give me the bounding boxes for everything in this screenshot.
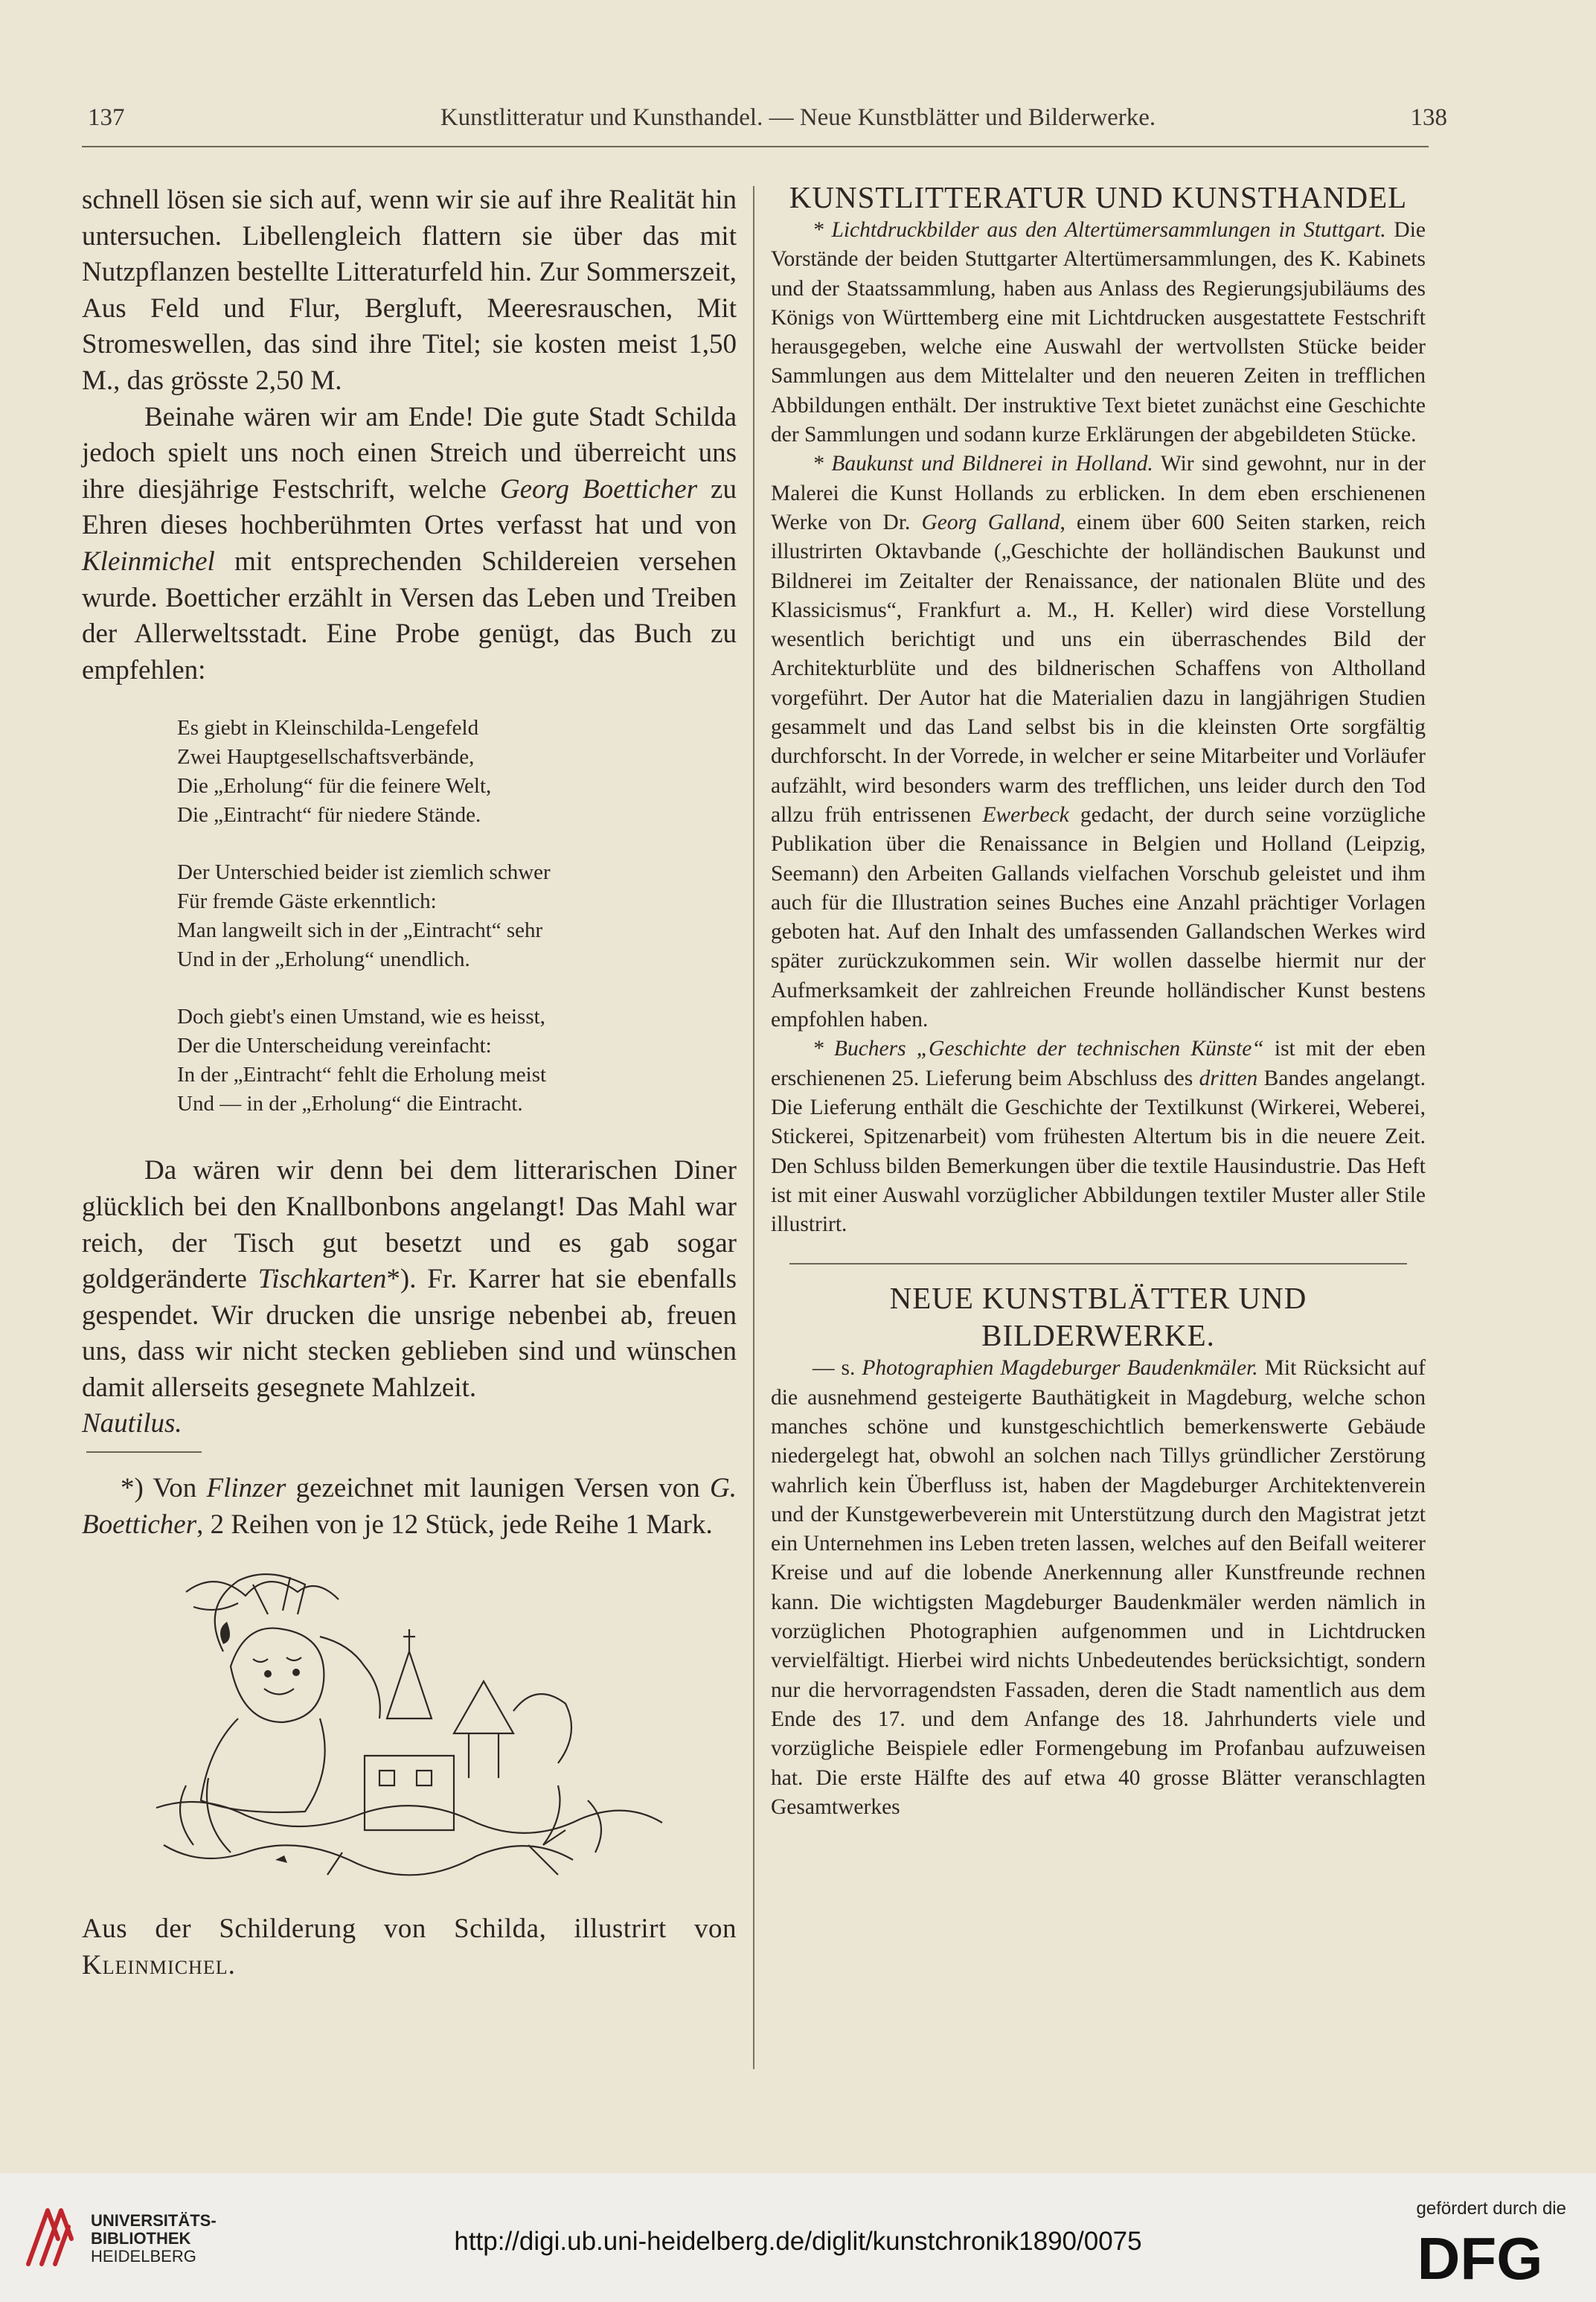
university-library-name[interactable]: UNIVERSITÄTS- BIBLIOTHEK HEIDELBERG [91,2211,217,2266]
right-page-number: 138 [1410,104,1447,131]
section-rule [789,1263,1407,1264]
column-divider [753,186,754,2069]
funding-label: gefördert durch die [1416,2199,1566,2219]
author-name: Georg Boetticher [499,473,698,505]
left-page-number: 137 [88,104,125,131]
verse-stanza: Der Unterschied beider ist ziemlich schwer Für fremde Gäste erkenntlich: Man langweilt sich in der „Eintracht“ sehr Und in der „Erholung“ unendlich. [177,860,551,972]
paragraph: — s. Photographien Magdeburger Baudenkmäler. Mit Rücksicht auf die ausnehmend gesteigerte Bauthätigkeit in Magdeburg, welche schon manches schöne und kunstgeschichtlich bemerkenswerte Gebäude niedergelegt hat, obwohl an solchen nach Tillys gründlicher Zerstörung wahrlich kein Überfluss ist, haben der Magdeburger Architektenverein und der Kunstgewerbeverein mit Unterstützung durch den Magistrat jetzt ein Unternehmen ins Leben treten lassen, welches auf den Beifall weiterer Kreise und auf die lobende Anerkennung aller Kunstfreunde rechnen kann. Die wichtigsten Magdeburger Baudenkmäler werden nämlich in vorzüglichen Photographien aufgenommen und in Lichtdrucken vervielfältigt. Hierbei wird nichts Unbedeutendes berücksichtigt, sondern nur die hervorragendsten Fassaden, deren die Stadt namentlich aus dem Ende des 17. und dem Anfange des 18. Jahrhunderts viele und vorzügliche Beispiele edler Formengebung im Profanbau aufzuweisen hat. Die erste Hälfte des auf etwa 40 grosse Blätter veranschlagten Gesamtwerkes [771,1356,1426,1819]
svg-text:DFG: DFG [1417,2227,1543,2285]
footnote: *) Von Flinzer gezeichnet mit launigen Versen von G. Boetticher, 2 Reihen von je 12 Stück, jede Reihe 1 Mark. [82,1473,737,1540]
illustration-schilda [141,1562,707,1908]
header-rule [82,146,1429,147]
paragraph: Da wären wir denn bei dem litterarischen Diner glücklich bei den Knallbonbons angelangt! Das Mahl war reich, der Tisch gut besetzt und es gab sogar goldgeränderte Tischkarten*). Fr. Karrer hat sie ebenfalls gespendet. Wir drucken die unsrige nebenbei ab, freuen uns, dass wir nicht stecken geblieben sind und wünschen damit allerseits gesegnete Mahlzeit. [82,1155,737,1403]
paragraph: schnell lösen sie sich auf, wenn wir sie auf ihre Realität hin untersuchen. Libellengleich flattern sie über das mit Nutzpflanzen bestellte Litteraturfeld hin. Zur Sommerszeit, Aus Feld und Flur, Bergluft, Meeresrauschen, Mit Stromeswellen, das sind ihre Titel; sie kosten meist 1,50 M., das grösste 2,50 M. [82,185,737,396]
right-column [771,179,1426,1822]
permalink-url[interactable]: http://digi.ub.uni-heidelberg.de/diglit/kunstchronik1890/0075 [454,2227,1142,2256]
verse-stanza: Doch giebt's einen Umstand, wie es heisst, Der die Unterscheidung vereinfacht: In der „Eintracht“ fehlt die Erholung meist Und — in der „Erholung“ die Eintracht. [177,1005,547,1116]
running-title: Kunstlitteratur und Kunsthandel. — Neue Kunstblätter und Bilderwerke. [440,104,1156,131]
paragraph: Beinahe wären wir am Ende! Die gute Stadt Schilda jedoch spielt uns noch einen Streich und überreicht uns ihre diesjährige Festschrift, welche Georg Boetticher zu Ehren dieses hochberühmten Ortes verfasst hat und von Kleinmichel mit entsprechenden Schildereien versehen wurde. Boetticher erzählt in Versen das Leben und Treiben der Allerweltsstadt. Eine Probe genügt, das Buch zu empfehlen: [82,401,737,685]
paragraph: * Buchers „Geschichte der technischen Künste“ ist mit der eben erschienenen 25. Lieferung beim Abschluss des dritten Bandes angelangt. Die Lieferung enthält die Geschichte der Textilkunst (Wirkerei, Weberei, Stickerei, Spitzenarbeit) vom frühesten Altertum bis in die neuere Zeit. Den Schluss bilden Bemerkungen über die textile Hausindustrie. Das Heft ist mit einer Auswahl vorzüglicher Abbildungen textiler Muster aller Stile illustrirt. [771,1037,1426,1237]
section-heading: KUNSTLITTERATUR UND KUNSTHANDEL [789,180,1408,214]
signature: Nautilus. [82,1408,182,1439]
footnote-rule [86,1451,202,1453]
illustration-caption: Aus der Schilderung von Schilda, illustrirt von Kleinmichel. [82,1913,737,1980]
illustrator-name: Kleinmichel [82,546,215,577]
paragraph: * Baukunst und Bildnerei in Holland. Wir sind gewohnt, nur in der Malerei die Kunst Hollands zu erblicken. In dem eben erschienenen Werke von Dr. Georg Galland, einem über 600 Seiten starken, reich illustrirten Oktavbande („Geschichte der holländischen Baukunst und Bildnerei im Zeitalter der Renaissance, der nationalen Blüte und des Klassicismus“, Frankfurt a. M., H. Keller) wird diese Vorstellung wesentlich berichtigt und uns ein überraschendes Bild der Architekturblüte und des bildnerischen Schaffens von Altholland vorgeführt. Der Autor hat die Materialien dazu in langjährigen Studien gesammelt und das Land selbst bis in die kleinsten Orte sorgfältig durchforscht. In der Vorrede, in welcher er seine Mitarbeiter und Vorläufer aufzählt, wird besonders warm des trefflichen, uns leider durch den Tod allzu früh entrissenen Ewerbeck gedacht, der durch seine vorzügliche Publikation über die Renaissance in Belgien und Holland (Leipzig, Seemann) den Arbeiten Gallands vielfachen Vorschub geleistet und ihm auch für die Illustration seines Buches eine Anzahl prächtiger Vorlagen geboten hat. Auf den Inhalt des umfassenden Gallandschen Werkes wird später zurückzukommen sein. Wir wollen dasselbe hiermit nur der Aufmerksamkeit der zahlreichen Freunde holländischer Kunst bestens empfohlen haben. [771,452,1426,1032]
viewer-footer [0,2173,1596,2302]
paragraph: * Lichtdruckbilder aus den Altertümersammlungen in Stuttgart. Die Vorstände der beiden Stuttgarter Altertümersammlungen, des K. Kabinets und der Staatssammlung, haben aus Anlass des Regierungsjubiläums des Königs von Württemberg eine mit Lichtdrucken ausgestattete Festschrift herausgegeben, welche eine Auswahl der wertvollsten Stücke beider Sammlungen aus dem Mittelalter und den neueren Zeiten in trefflichen Abbildungen enthält. Der instruktive Text bietet zunächst eine Geschichte der Sammlungen und sodann kurze Erklärungen der abgebildeten Stücke. [771,218,1426,447]
section-heading: NEUE KUNSTBLÄTTER UND BILDERWERKE. [889,1281,1307,1353]
left-column [82,182,737,1983]
dfg-logo-icon[interactable] [1394,2227,1566,2285]
verse-stanza: Es giebt in Kleinschilda-Lengefeld Zwei Hauptgesellschaftsverbände, Die „Erholung“ für die feinere Welt, Die „Eintracht“ für niedere Stände. [177,716,492,828]
